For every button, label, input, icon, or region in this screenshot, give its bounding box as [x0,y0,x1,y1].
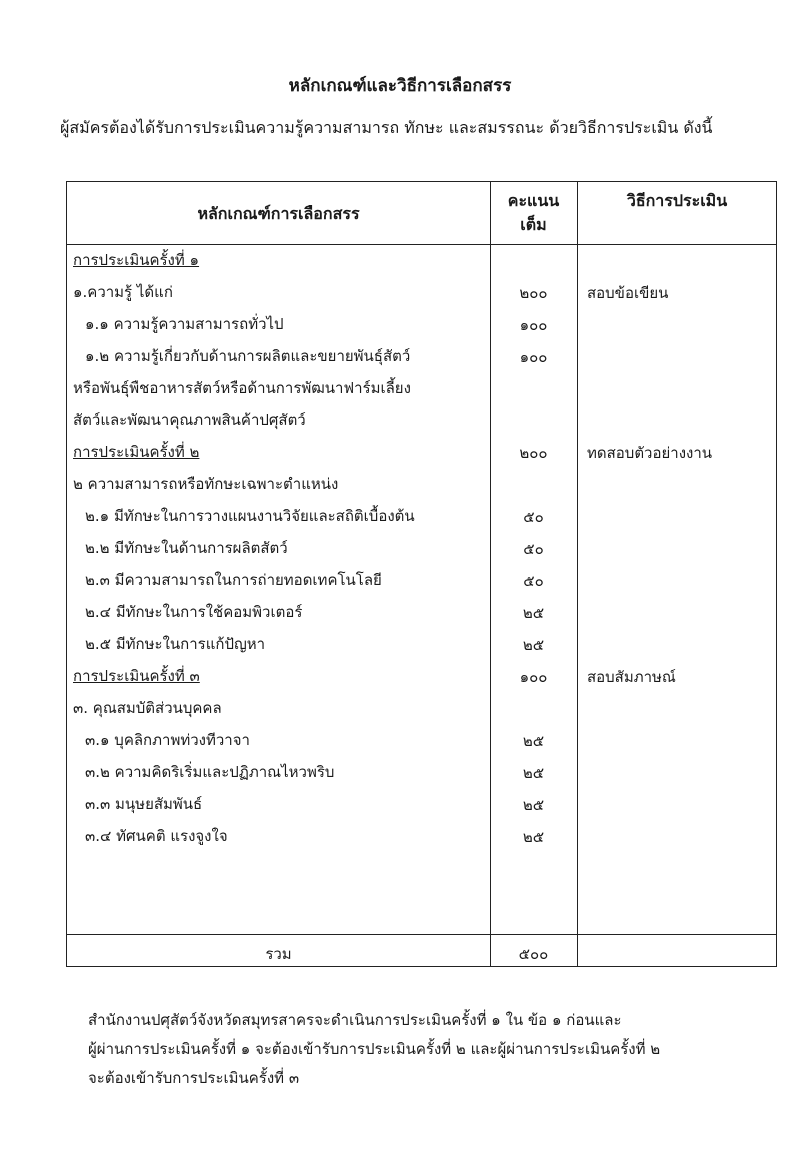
table-row [67,724,776,755]
row-score: ๒๕ [522,828,545,846]
row-label: ๒.๕ มีทักษะในการแก้ปัญหา [85,635,266,653]
row-label: ๓.๒ ความคิดริเริ่มและปฏิภาณไหวพริบ [85,763,335,781]
row-score: ๕๐ [523,540,544,558]
row-label: ๑.๒ ความรู้เกี่ยวกับด้านการผลิตและขยายพันธุ์สัตว์ [85,347,411,365]
footer-line: สำนักงานปศุสัตว์จังหวัดสมุทรสาครจะดำเนินการประเมินครั้งที่ ๑ ใน ข้อ ๑ ก่อนและ [88,1011,622,1029]
row-label: ๑.๑ ความรู้ความสามารถทั่วไป [85,315,284,333]
table-row [67,276,776,307]
table-row [67,692,776,723]
table-row [67,500,776,531]
row-method: สอบข้อเขียน [587,284,669,302]
row-score: ๑๐๐ [519,316,548,334]
table-row [67,340,776,371]
row-label: ๒.๔ มีทักษะในการใช้คอมพิวเตอร์ [85,603,303,621]
footer-line: จะต้องเข้ารับการประเมินครั้งที่ ๓ [88,1069,300,1087]
total-label: รวม [265,945,292,963]
row-score: ๒๕ [522,796,545,814]
table-row [67,532,776,563]
row-label: ๓. คุณสมบัติส่วนบุคคล [73,699,222,717]
table-row [67,404,776,435]
row-label: ๒ ความสามารถหรือทักษะเฉพาะตำแหน่ง [73,475,339,493]
header-score [490,189,577,237]
table-row [67,436,776,467]
row-label: การประเมินครั้งที่ ๑ [73,251,200,269]
header-criteria: หลักเกณฑ์การเลือกสรร [197,204,360,223]
row-score: ๕๐ [523,572,544,590]
table-row [67,820,776,851]
footer-line: ผู้ผ่านการประเมินครั้งที่ ๑ จะต้องเข้ารับการประเมินครั้งที่ ๒ และผู้ผ่านการประเมินครั้งที่ ๒ [88,1040,661,1058]
row-label: สัตว์และพัฒนาคุณภาพสินค้าปศุสัตว์ [73,411,306,429]
row-label: ๒.๓ มีความสามารถในการถ่ายทอดเทคโนโลยี [85,571,382,589]
total-divider [67,934,776,935]
row-score: ๒๕ [522,764,545,782]
table-row [67,660,776,691]
row-label: ๒.๒ มีทักษะในด้านการผลิตสัตว์ [85,539,288,557]
row-score: ๑๐๐ [519,668,548,686]
total-score: ๕๐๐ [518,945,549,963]
row-label: หรือพันธุ์พืชอาหารสัตว์หรือด้านการพัฒนาฟาร์มเลี้ยง [73,379,411,397]
table-row [67,628,776,659]
table-row [67,308,776,339]
row-score: ๒๕ [522,636,545,654]
intro-text: ผู้สมัครต้องได้รับการประเมินความรู้ความสามารถ ทักษะ และสมรรถนะ ด้วยวิธีการประเมิน ดังนี้ [60,118,713,137]
table-row [67,756,776,787]
criteria-table [66,181,777,967]
header-method: วิธีการประเมิน [626,191,728,210]
header-score-line2: เต็ม [520,215,547,234]
footer-note [88,1006,788,1093]
row-score: ๒๐๐ [519,444,548,462]
row-method: สอบสัมภาษณ์ [587,668,676,686]
row-score: ๒๕ [522,732,545,750]
row-label: การประเมินครั้งที่ ๒ [73,443,200,461]
row-score: ๒๐๐ [519,284,548,302]
row-score: ๕๐ [523,508,544,526]
table-row [67,596,776,627]
row-label: ๓.๑ บุคลิกภาพท่วงทีวาจา [85,731,250,749]
row-label: ๒.๑ มีทักษะในการวางแผนงานวิจัยและสถิติเบื้องต้น [85,507,415,525]
row-score: ๑๐๐ [519,348,548,366]
table-row [67,244,776,275]
table-row [67,468,776,499]
table-row [67,564,776,595]
row-label: ๓.๔ ทัศนคติ แรงจูงใจ [85,827,228,845]
table-row [67,788,776,819]
document-title: หลักเกณฑ์และวิธีการเลือกสรร [288,76,512,96]
table-row [67,372,776,403]
row-label: การประเมินครั้งที่ ๓ [73,667,200,685]
row-label: ๑.ความรู้ ได้แก่ [73,283,173,301]
row-score: ๒๕ [522,604,545,622]
row-label: ๓.๓ มนุษยสัมพันธ์ [85,795,203,813]
row-method: ทดสอบตัวอย่างงาน [587,444,713,462]
header-score-line1: คะแนน [507,191,560,210]
